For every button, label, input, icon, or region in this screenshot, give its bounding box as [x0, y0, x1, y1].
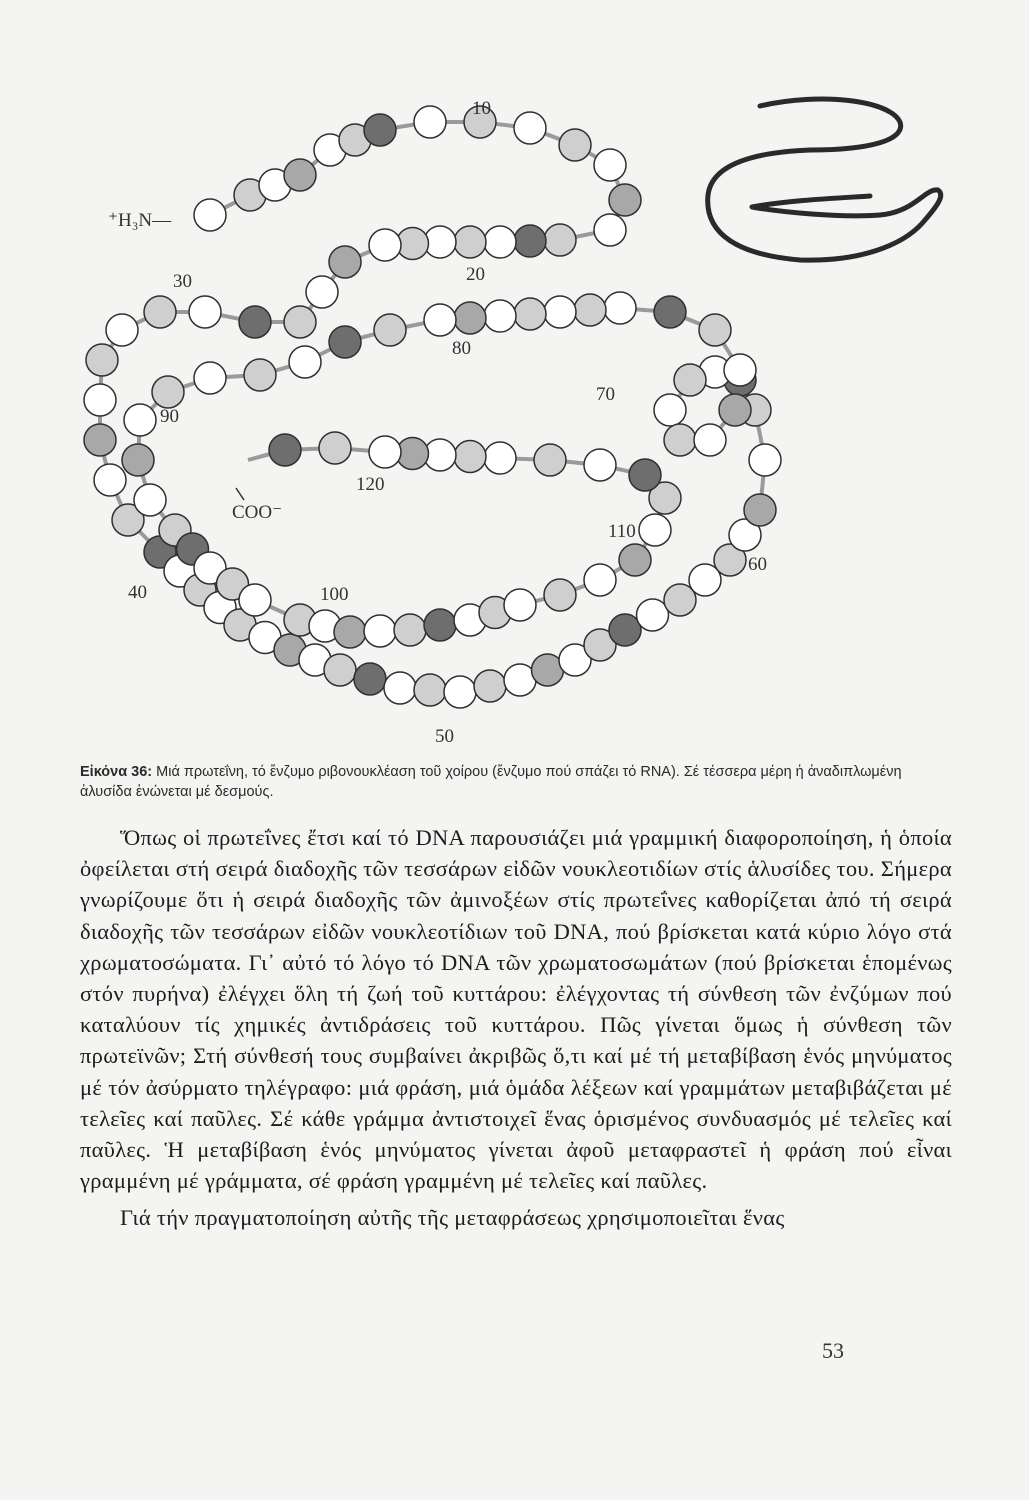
- residue-bead: [674, 364, 706, 396]
- residue-bead: [84, 384, 116, 416]
- residue-bead: [369, 229, 401, 261]
- residue-bead: [329, 246, 361, 278]
- residue-bead: [194, 362, 226, 394]
- residue-bead: [454, 226, 486, 258]
- c-terminus-label: COO⁻: [232, 502, 283, 523]
- residue-bead: [84, 424, 116, 456]
- caption-text: Μιά πρωτεΐνη, τό ἔνζυμο ριβονουκλέαση τοῦ χοίρου (ἔνζυμο πού σπάζει τό RNA). Σέ τέσσερα μέρη ἡ ἀναδιπλωμένη ἁλυσίδα ἑνώνεται μέ δεσμούς.: [80, 764, 902, 800]
- residue-bead: [534, 444, 566, 476]
- residue-bead: [454, 302, 486, 334]
- residue-bead: [239, 306, 271, 338]
- residue-bead: [514, 298, 546, 330]
- folded-chain-outline: [708, 99, 941, 260]
- residue-bead: [724, 354, 756, 386]
- residue-bead: [414, 106, 446, 138]
- residue-label-30: 30: [173, 271, 192, 292]
- residue-bead: [619, 544, 651, 576]
- residue-label-60: 60: [748, 554, 767, 575]
- residue-bead: [584, 449, 616, 481]
- residue-bead: [244, 359, 276, 391]
- residue-label-80: 80: [452, 338, 471, 359]
- residue-bead: [504, 589, 536, 621]
- residue-bead: [484, 226, 516, 258]
- residue-bead: [474, 670, 506, 702]
- residue-bead: [239, 584, 271, 616]
- residue-label-110: 110: [608, 521, 636, 542]
- residue-label-40: 40: [128, 582, 147, 603]
- residue-bead: [86, 344, 118, 376]
- residue-label-90: 90: [160, 406, 179, 427]
- c-terminus-tick: [236, 488, 244, 500]
- residue-bead: [514, 112, 546, 144]
- residue-bead: [559, 129, 591, 161]
- residue-bead: [144, 296, 176, 328]
- paragraph-1: Ὅπως οἱ πρωτεΐνες ἔτσι καί τό DNA παρουσιάζει μιά γραμμική διαφοροποίηση, ἡ ὁποία ὀφείλεται στή σειρά διαδοχῆς τῶν τεσσάρων εἰδῶν νουκλεοτιδίων στίς ἁλυσίδες του. Σήμερα γνωρίζουμε ὅτι ἡ σειρά διαδοχῆς τῶν ἀμινοξέων στίς πρωτεΐνες καθορίζεται ἀπό τή σειρά διαδοχῆς τῶν τεσσάρων εἰδῶν νουκλεοτίδιων τοῦ DNA, πού βρίσκεται κατά κύριο λόγο στά χρωματοσώματα. Γι᾽ αὐτό τό λόγο τό DNA τῶν χρωματοσωμάτων (πού βρίσκεται ἑπομένως στόν πυρήνα) ἐλέγχει ὅλη τή ζωή τοῦ κυττάρου: ἐλέγχοντας τή σύνθεση τῶν ἐνζύμων πού καταλύουν τίς χημικές ἀντιδράσεις τοῦ κυττάρου. Πῶς γίνεται ὅμως ἡ σύνθεση τῶν πρωτεϊνῶν; Στή σύνθεσή τους συμβαίνει ἀκριβῶς ὅ,τι καί μέ τή μεταβίβαση ἑνός μηνύματος μέ τόν ἀσύρματο τηλέγραφο: μιά φράση, μιά ὁμάδα λέξεων καί γραμμάτων μεταβιβάζεται μέ τελεῖες καί παῦλες. Σέ κάθε γράμμα ἀντιστοιχεῖ ἕνας ὁρισμένος συνδυασμός μέ τελεῖες καί παῦλες. Ἡ μεταβίβαση ἑνός μηνύματος γίνεται ἀφοῦ μεταφραστεῖ ἡ φράση πού εἶναι γραμμένη μέ γράμματα, σέ φράση γραμμένη μέ τελεῖες καί παῦλες.: [80, 825, 952, 1194]
- residue-bead: [106, 314, 138, 346]
- residue-bead: [364, 114, 396, 146]
- residue-bead: [594, 214, 626, 246]
- residue-bead: [424, 609, 456, 641]
- page-number: 53: [822, 1338, 844, 1363]
- residue-label-20: 20: [466, 264, 485, 285]
- residue-bead: [122, 444, 154, 476]
- residue-bead: [694, 424, 726, 456]
- residue-bead: [604, 292, 636, 324]
- residue-label-100: 100: [320, 584, 349, 605]
- residue-bead: [629, 459, 661, 491]
- residue-bead: [454, 441, 486, 473]
- residue-label-120: 120: [356, 474, 385, 495]
- residue-bead: [269, 434, 301, 466]
- residue-bead: [369, 436, 401, 468]
- residue-label-50: 50: [435, 726, 454, 747]
- residue-bead: [189, 296, 221, 328]
- residue-bead: [424, 304, 456, 336]
- residue-bead: [319, 432, 351, 464]
- caption-label: Εἰκόνα 36:: [80, 764, 153, 780]
- residue-bead: [654, 296, 686, 328]
- residue-bead: [414, 674, 446, 706]
- residue-bead: [544, 224, 576, 256]
- amino-acid-chain: [84, 106, 781, 708]
- residue-bead: [364, 615, 396, 647]
- residue-bead: [699, 314, 731, 346]
- residue-bead: [749, 444, 781, 476]
- residue-bead: [394, 614, 426, 646]
- n-terminus-label: ⁺H₃N—: [108, 210, 172, 231]
- residue-bead: [444, 676, 476, 708]
- residue-bead: [324, 654, 356, 686]
- residue-bead: [584, 564, 616, 596]
- residue-label-10: 10: [472, 98, 491, 119]
- residue-bead: [574, 294, 606, 326]
- residue-bead: [124, 404, 156, 436]
- residue-bead: [484, 442, 516, 474]
- paragraph-2: Γιά τήν πραγματοποίηση αὐτῆς τῆς μεταφράσεως χρησιμοποιεῖται ἕνας: [120, 1205, 785, 1231]
- residue-bead: [194, 199, 226, 231]
- residue-bead: [284, 159, 316, 191]
- residue-bead: [544, 296, 576, 328]
- residue-bead: [594, 149, 626, 181]
- residue-bead: [289, 346, 321, 378]
- residue-bead: [744, 494, 776, 526]
- residue-bead: [514, 225, 546, 257]
- residue-bead: [484, 300, 516, 332]
- residue-bead: [354, 663, 386, 695]
- figure-caption: [80, 762, 950, 802]
- body-text: [80, 822, 952, 1234]
- residue-bead: [654, 394, 686, 426]
- residue-bead: [134, 484, 166, 516]
- residue-bead: [306, 276, 338, 308]
- residue-bead: [639, 514, 671, 546]
- residue-bead: [719, 394, 751, 426]
- residue-bead: [609, 184, 641, 216]
- residue-bead: [664, 424, 696, 456]
- residue-bead: [329, 326, 361, 358]
- residue-label-70: 70: [596, 384, 615, 405]
- residue-bead: [384, 672, 416, 704]
- residue-bead: [284, 306, 316, 338]
- residue-bead: [152, 376, 184, 408]
- residue-bead: [334, 616, 366, 648]
- residue-bead: [374, 314, 406, 346]
- residue-bead: [544, 579, 576, 611]
- residue-bead: [94, 464, 126, 496]
